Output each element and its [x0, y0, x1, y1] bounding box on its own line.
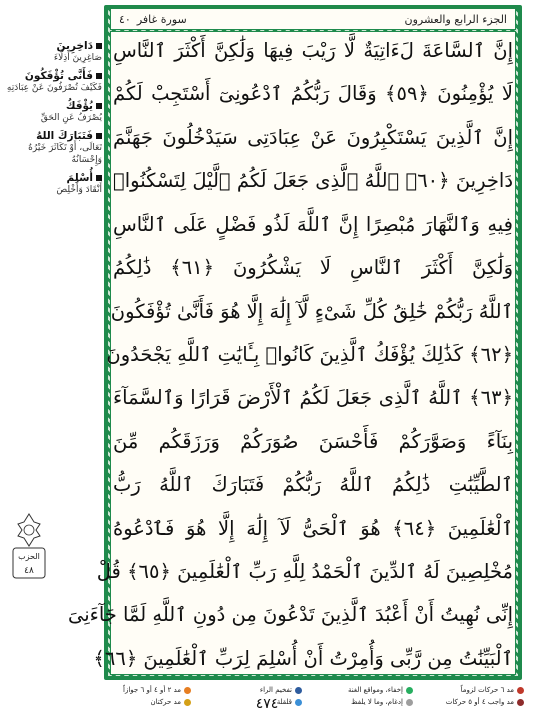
legend-item: تفخيم الراء	[191, 684, 302, 696]
verse-line: إِنَّ ٱلسَّاعَةَ لَءَاتِيَةٌ لَّا رَيْبَ فِيهَا وَلَٰكِنَّ أَكْثَرَ ٱلنَّاسِ	[113, 39, 513, 62]
verse-line: مُخْلِصِينَ لَهُ ٱلدِّينَ ٱلْحَمْدُ لِلَّهِ رَبِّ ٱلْعَٰلَمِينَ ﴿٦٥﴾ قُلْ	[96, 560, 513, 584]
juz-title: الجزء الرابع والعشرون	[404, 12, 507, 26]
legend-item: مد ٢ أو ٤ أو ٦ جوازاً	[80, 684, 191, 696]
note-word: دَاخِرِينَ	[56, 40, 93, 52]
note-definition: يُصْرَفُ عَنِ الحَقِّ	[40, 113, 102, 123]
note-word: فَأَنَّى تُؤْفَكُونَ	[24, 70, 93, 82]
legend-item: مد ٦ حركات لزوماً	[413, 684, 524, 696]
legend-item: إدغام، وما لا يلفظ	[302, 696, 413, 708]
legend-item: إخفاء، ومواقع الغنة	[302, 684, 413, 696]
surah-title: سورة غافر	[136, 12, 187, 26]
note-definition: صَاغِرِينَ أَذِلَّاءَ	[53, 53, 102, 63]
hizb-marker	[10, 512, 48, 580]
verse-line: ﴿٦٣﴾ ٱللَّهُ ٱلَّذِى جَعَلَ لَكُمُ ٱلْأَرْضَ قَرَارًا وَٱلسَّمَآءَ	[113, 386, 513, 410]
note-definition: أَنْقَادَ وَأُخْلِصَ	[56, 185, 102, 195]
surah-number: ٤٠	[119, 12, 131, 26]
legend-item: مد حركتان	[80, 696, 191, 708]
note-word: يُؤْفَكُ	[65, 100, 93, 112]
verse-line: ٱلْعَٰلَمِينَ ﴿٦٤﴾ هُوَ ٱلْحَىُّ لَآ إِلَٰهَ إِلَّا هُوَ فَٱدْعُوهُ	[113, 516, 513, 540]
legend-item: مد واجب ٤ أو ٥ حركات	[413, 696, 524, 708]
margin-note	[4, 100, 102, 124]
verse-line: فِيهِ وَٱلنَّهَارَ مُبْصِرًا إِنَّ ٱللَّهَ لَذُو فَضْلٍ عَلَى ٱلنَّاسِ	[113, 212, 513, 236]
color-dot-icon	[184, 687, 191, 694]
color-dot-icon	[517, 687, 524, 694]
bullet-square-icon	[96, 103, 102, 109]
legend-item: قلقلة	[191, 696, 302, 708]
margin-note	[4, 130, 102, 166]
margin-note	[4, 70, 102, 94]
verse-line: إِنِّى نُهِيتُ أَنْ أَعْبُدَ ٱلَّذِينَ تَدْعُونَ مِن دُونِ ٱللَّهِ لَمَّا جَآءَنِىَ	[68, 603, 513, 627]
margin-notes	[4, 40, 102, 202]
page-header	[110, 8, 516, 30]
verse-line: ٱللَّهُ رَبُّكُمْ خَٰلِقُ كُلِّ شَىْءٍ لَّآ إِلَٰهَ إِلَّا هُوَ فَأَنَّىٰ تُؤْفَكُونَ	[110, 299, 513, 323]
verse-line: لَا يُؤْمِنُونَ ﴿٥٩﴾ وَقَالَ رَبُّكُمُ ٱدْعُونِىٓ أَسْتَجِبْ لَكُمْ	[113, 82, 514, 106]
margin-note	[4, 40, 102, 64]
verse-line: ٱلْبَيِّنَٰتُ مِن رَّبِّى وَأُمِرْتُ أَنْ أُسْلِمَ لِرَبِّ ٱلْعَٰلَمِينَ ﴿٦٦﴾	[93, 646, 513, 670]
verse-line: دَاخِرِينَ ﴿٦٠﴾ ٱللَّهُ ٱلَّذِى جَعَلَ لَكُمُ ٱلَّيْلَ لِتَسْكُنُوا۟	[113, 169, 514, 193]
verse-line: بِنَآءً وَصَوَّرَكُمْ فَأَحْسَنَ صُوَرَكُمْ وَرَزَقَكُم مِّنَ	[113, 429, 513, 453]
verse-line: ٱلطَّيِّبَٰتِ ذَٰلِكُمُ ٱللَّهُ رَبُّكُمْ فَتَبَارَكَ ٱللَّهُ رَبُّ	[113, 473, 513, 497]
verse-line: وَلَٰكِنَّ أَكْثَرَ ٱلنَّاسِ لَا يَشْكُرُونَ ﴿٦١﴾ ذَٰلِكُمُ	[113, 256, 513, 280]
hizb-number: ٤٨	[24, 566, 34, 576]
note-definition: فَكَيْفَ تُصْرَفُونَ عَنْ عِبَادَتِهِ	[6, 83, 102, 93]
bullet-square-icon	[96, 73, 102, 79]
margin-note	[4, 172, 102, 196]
hizb-label: الحزب	[18, 552, 40, 561]
verse-line: إِنَّ ٱلَّذِينَ يَسْتَكْبِرُونَ عَنْ عِبَادَتِى سَيَدْخُلُونَ جَهَنَّمَ	[113, 125, 513, 149]
page-number: ٤٧٤	[255, 696, 279, 712]
note-definition: تَعَالَى، أَوْ تَكَاثَرَ خَيْرُهُ وَإِحْسَانُهُ	[28, 143, 102, 165]
bullet-square-icon	[96, 133, 102, 139]
verse-line: ﴿٦٢﴾ كَذَٰلِكَ يُؤْفَكُ ٱلَّذِينَ كَانُوا۟ بِـَٔايَٰتِ ٱللَّهِ يَجْحَدُونَ	[106, 342, 513, 366]
bullet-square-icon	[96, 43, 102, 49]
note-word: فَتَبَارَكَ اللهُ	[36, 130, 93, 142]
color-dot-icon	[406, 687, 413, 694]
surah-info	[119, 13, 187, 26]
bullet-square-icon	[96, 175, 102, 181]
note-word: أُسْلِمَ	[66, 172, 93, 184]
color-dot-icon	[295, 687, 302, 694]
